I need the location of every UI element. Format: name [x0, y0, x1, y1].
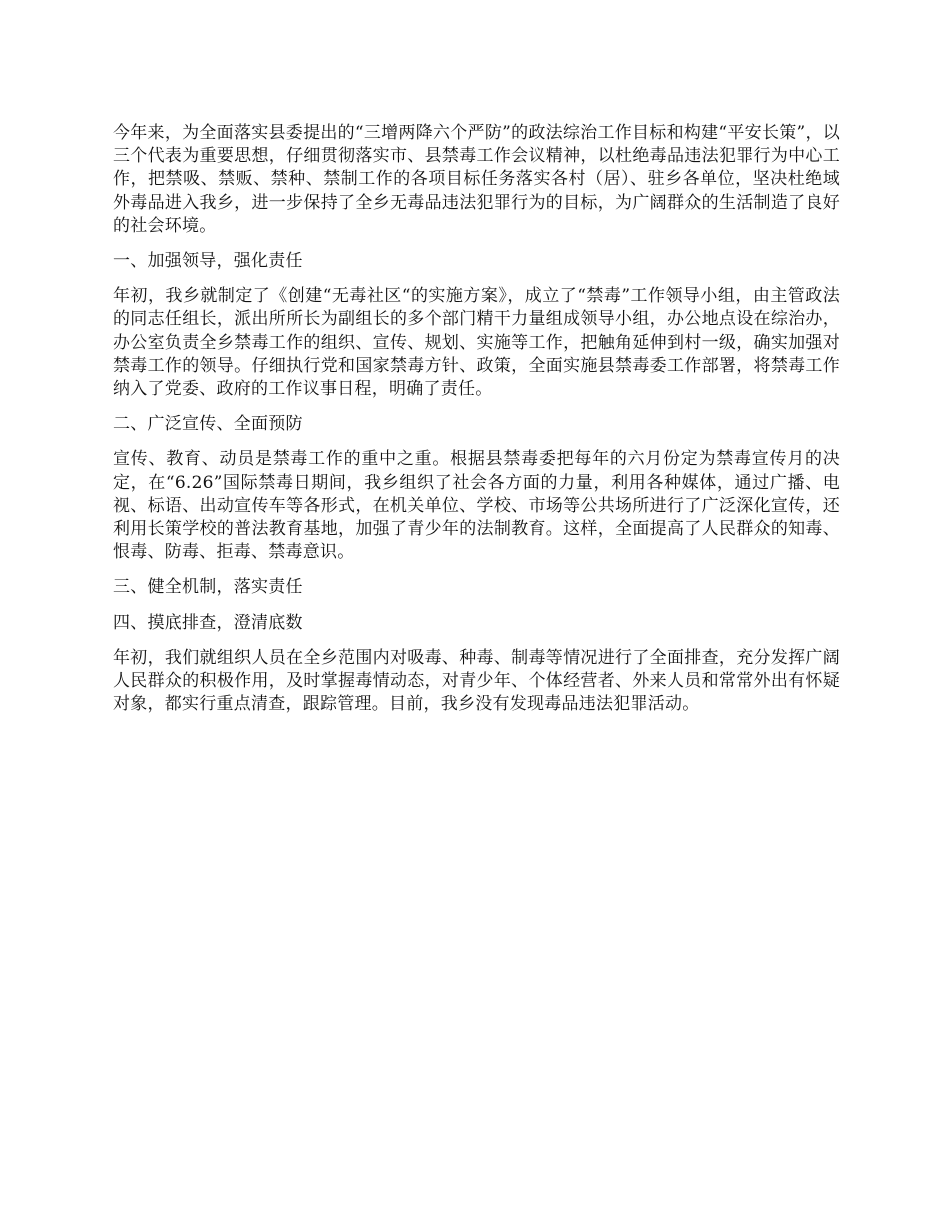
section-heading-4: 四、摸底排查，澄清底数 — [113, 612, 303, 633]
section-1-paragraph: 年初，我乡就制定了《创建“无毒社区“的实施方案》，成立了“禁毒”工作领导小组，由主管政法的同志任组长，派出所所长为副组长的多个部门精干力量组成领导小组，办公地点设在综治办，办公室负责全乡禁毒工作的组织、宣传、规划、实施等工作，把触角延伸到村一级，确实加强对禁毒工作的领导。仔细执行党和国家禁毒方针、政策，全面实施县禁毒委工作部署，将禁毒工作纳入了党委、政府的工作议事日程，明确了责任。 — [113, 286, 840, 400]
section-4-paragraph: 年初，我们就组织人员在全乡范围内对吸毒、种毒、制毒等情况进行了全面排查，充分发挥广阔人民群众的积极作用，及时掌握毒情动态，对青少年、个体经营者、外来人员和常常外出有怀疑对象，都实行重点清查，跟踪管理。目前，我乡没有发现毒品违法犯罪活动。 — [113, 647, 840, 715]
section-heading-1: 一、加强领导，强化责任 — [113, 251, 303, 272]
section-heading-3: 三、健全机制，落实责任 — [113, 577, 303, 598]
intro-paragraph: 今年来，为全面落实县委提出的“三增两降六个严防”的政法综治工作目标和构建“平安长策”，以三个代表为重要思想，仔细贯彻落实市、县禁毒工作会议精神，以杜绝毒品违法犯罪行为中心工作，把禁吸、禁贩、禁种、禁制工作的各项目标任务落实各村（居）、驻乡各单位，坚决杜绝域外毒品进入我乡，进一步保持了全乡无毒品违法犯罪行为的目标，为广阔群众的生活制造了良好的社会环境。 — [113, 123, 840, 236]
document-body — [113, 122, 840, 728]
section-heading-2: 二、广泛宣传、全面预防 — [113, 414, 303, 435]
section-2-paragraph: 宣传、教育、动员是禁毒工作的重中之重。根据县禁毒委把每年的六月份定为禁毒宣传月的决定，在“6.26”国际禁毒日期间，我乡组织了社会各方面的力量，利用各种媒体，通过广播、电视、标语、出动宣传车等各形式，在机关单位、学校、市场等公共场所进行了广泛深化宣传，还利用长策学校的普法教育基地，加强了青少年的法制教育。这样，全面提高了人民群众的知毒、恨毒、防毒、拒毒、禁毒意识。 — [113, 449, 840, 563]
